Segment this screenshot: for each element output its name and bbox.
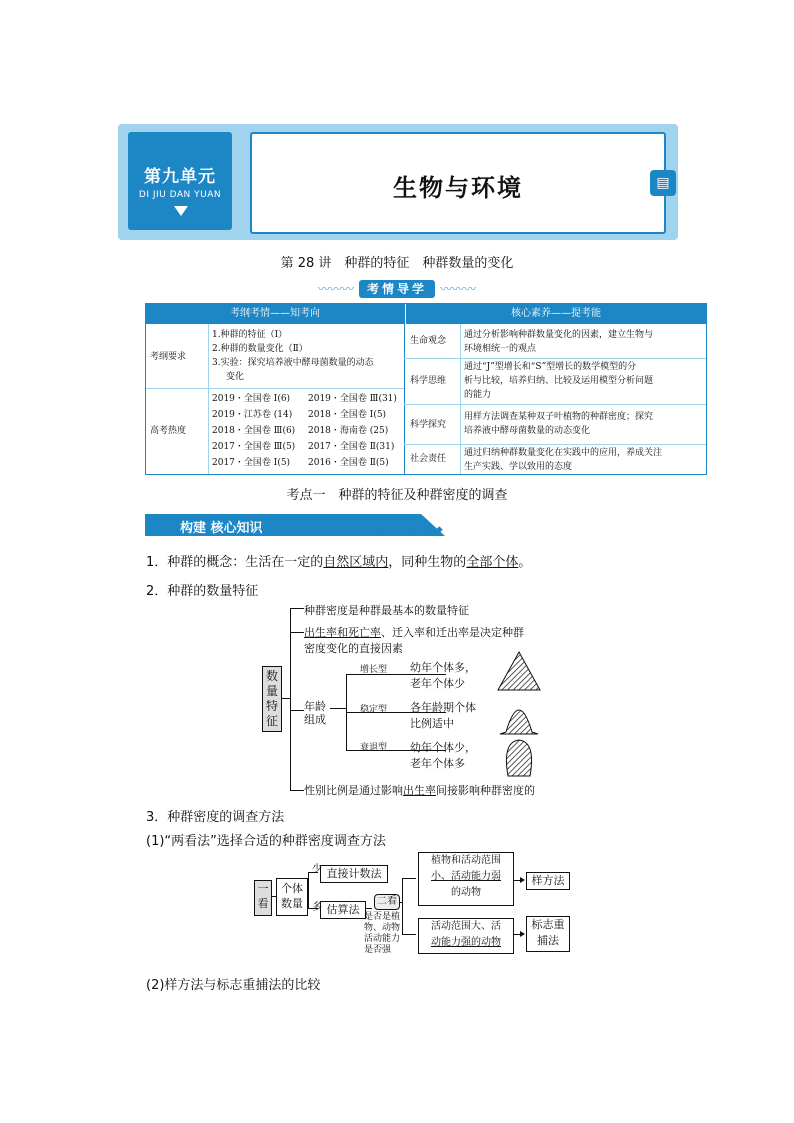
direct-count-label: 直接计数法 xyxy=(326,867,382,880)
count-label: 个体数量 xyxy=(281,882,303,910)
text: 活动能力 xyxy=(364,934,401,944)
heat-cell: 2017・全国卷 Ⅲ(5) xyxy=(212,442,296,452)
many-label: 多 xyxy=(312,902,322,913)
literacy-text: 通过分析影响种群数量变化的因素，建立生物与 xyxy=(464,330,654,340)
paragraph-3-1: (1)“两看法”选择合适的种群密度调查方法 xyxy=(146,834,386,849)
sex-ratio-line xyxy=(304,782,535,798)
heat-label: 高考热度 xyxy=(150,426,187,436)
few-label: 少 xyxy=(312,864,322,875)
table-header-left: 考纲考情——知考向 xyxy=(146,304,404,324)
text: 比例适中 xyxy=(410,717,454,730)
unit-label: 第九单元 xyxy=(144,167,216,187)
heat-cell: 2018・全国卷 Ⅲ(6) xyxy=(212,426,296,436)
literacy-text: 通过“J”型增长和“S”型增长的数学模型的分 xyxy=(464,362,637,372)
literacy-label: 科学思维 xyxy=(410,376,447,386)
text: ，同种生物的 xyxy=(388,555,467,570)
quantity-features-diagram xyxy=(260,600,560,800)
literacy-label: 社会责任 xyxy=(410,454,447,464)
text: 幼年个体多， xyxy=(410,661,476,674)
text: 老年个体多 xyxy=(410,757,465,770)
first-look-box xyxy=(254,880,272,916)
type-desc xyxy=(410,700,476,732)
quadrat-label: 样方法 xyxy=(531,874,565,887)
exam-table xyxy=(145,303,707,475)
growth-pyramid-icon xyxy=(498,652,540,690)
literacy-label: 科学探究 xyxy=(410,420,447,430)
book-icon: ▤ xyxy=(650,170,676,196)
text: 植物和活动范围 xyxy=(431,855,501,866)
estimate-box xyxy=(320,901,366,919)
paragraph-2: 2．种群的数量特征 xyxy=(146,584,259,599)
age-pyramids xyxy=(496,650,542,780)
type-desc xyxy=(410,660,476,692)
arrow-right-icon xyxy=(520,877,525,883)
quadrat-box xyxy=(526,872,570,890)
req-line: 变化 xyxy=(226,372,245,382)
survey-method-diagram xyxy=(250,852,580,962)
req-line: 1.种群的特征（Ⅰ） xyxy=(212,330,288,340)
literacy-text: 析与比较，培养归纳、比较及运用模型分析问题 xyxy=(464,376,654,386)
second-look-box xyxy=(374,894,400,910)
age-structure-label: 年龄组成 xyxy=(304,700,326,726)
density-line: 种群密度是种群最基本的数量特征 xyxy=(304,604,469,617)
second-look-label: 二看 xyxy=(377,896,397,907)
req-label: 考纲要求 xyxy=(150,352,187,362)
birth-rate-line xyxy=(304,624,524,640)
mark-recapture-box xyxy=(526,916,570,952)
unit-title: 生物与环境 xyxy=(393,173,523,202)
text: 动能力强的动物 xyxy=(431,937,501,948)
animal-box xyxy=(418,918,514,954)
heat-cell: 2018・海南卷 (25) xyxy=(308,426,389,436)
paragraph-3: 3．种群密度的调查方法 xyxy=(146,810,285,825)
text: 小、活动能力弱 xyxy=(431,871,501,882)
lecture-title: 第 28 讲 种群的特征 种群数量的变化 xyxy=(280,256,514,271)
wave-right-icon: 〰〰〰 xyxy=(440,282,477,296)
literacy-text: 用样方法调查某种双子叶植物的种群密度；探究 xyxy=(464,412,654,422)
root-label: 数量特征 xyxy=(265,669,278,728)
text: 、迁入率和迁出率是决定种群 xyxy=(381,626,524,639)
pill-row xyxy=(0,278,794,297)
literacy-text: 通过归纳种群数量变化在实践中的应用，养成关注 xyxy=(464,448,663,458)
first-look-label: 一看 xyxy=(257,882,269,910)
literacy-text: 的能力 xyxy=(464,390,492,400)
pill-label: 考情导学 xyxy=(359,280,435,298)
text: 幼年个体少， xyxy=(410,741,476,754)
text: 性别比例是通过影响 xyxy=(304,784,403,797)
banner-title-box xyxy=(250,132,666,234)
heat-cell: 2019・全国卷 Ⅰ(6) xyxy=(212,394,291,404)
down-triangle-icon xyxy=(174,206,188,216)
type-name: 增长型 xyxy=(360,665,388,675)
text: 活动范围大、活 xyxy=(431,921,501,932)
req-line: 2.种群的数量变化（Ⅱ） xyxy=(212,344,308,354)
literacy-text: 生产实践、学以致用的态度 xyxy=(464,462,573,472)
arrow-right-icon xyxy=(520,931,525,937)
plant-box xyxy=(418,852,514,906)
unit-pinyin: DI JIU DAN YUAN xyxy=(138,190,222,200)
literacy-text: 环境相统一的观点 xyxy=(464,344,537,354)
heat-cell: 2017・全国卷 Ⅰ(5) xyxy=(212,458,291,468)
estimate-label: 估算法 xyxy=(326,903,360,916)
type-desc xyxy=(410,740,476,772)
underlined-text: 出生率和死亡率 xyxy=(304,626,381,639)
underlined-text: 自然区域内 xyxy=(323,555,389,570)
decline-pyramid-icon xyxy=(506,740,531,776)
literacy-text: 培养液中酵母菌数量的动态变化 xyxy=(464,426,591,436)
text: 是否强 xyxy=(364,945,392,955)
type-name: 稳定型 xyxy=(360,705,388,715)
paragraph-1 xyxy=(146,551,531,570)
root-box xyxy=(262,666,282,732)
heat-cell: 2017・全国卷 Ⅱ(31) xyxy=(308,442,395,452)
text: 捕法 xyxy=(537,934,559,947)
unit-badge xyxy=(128,132,232,230)
birth-rate-line-2: 密度变化的直接因素 xyxy=(304,642,403,655)
text: 老年个体少 xyxy=(410,677,465,690)
text: 各年龄期个体 xyxy=(410,701,476,714)
heat-cell: 2019・全国卷 Ⅲ(31) xyxy=(308,394,397,404)
table-header-right: 核心素养——提考能 xyxy=(406,304,706,324)
literacy-label: 生命观念 xyxy=(410,336,447,346)
text: 的动物 xyxy=(451,887,481,898)
text: 标志重 xyxy=(531,918,565,931)
req-line: 3.实验：探究培养液中酵母菌数量的动态 xyxy=(212,358,374,368)
count-box xyxy=(276,878,308,916)
heat-cell: 2018・全国卷 Ⅰ(5) xyxy=(308,410,387,420)
direct-count-box xyxy=(320,865,388,883)
text: 间接影响种群密度的 xyxy=(436,784,535,797)
text: 物、动物 xyxy=(364,923,401,933)
text: 是否是植 xyxy=(364,912,401,922)
paragraph-3-2: (2)样方法与标志重捕法的比较 xyxy=(146,978,321,993)
heading-text: 构建 核心知识 xyxy=(180,521,263,536)
underlined-text: 出生率 xyxy=(403,784,436,797)
text: 。 xyxy=(518,555,532,570)
stable-pyramid-icon xyxy=(500,710,538,734)
wave-left-icon: 〰〰〰 xyxy=(317,282,354,296)
heat-cell: 2016・全国卷 Ⅱ(5) xyxy=(308,458,389,468)
heading-subtitle: 研教材・重拾遗 ◆ xyxy=(370,525,443,535)
section-title: 考点一 种群的特征及种群密度的调查 xyxy=(286,488,508,503)
heat-cell: 2019・江苏卷 (14) xyxy=(212,410,293,420)
type-name: 衰退型 xyxy=(360,743,388,753)
criterion-text xyxy=(364,912,400,956)
text: 1．种群的概念：生活在一定的 xyxy=(146,555,324,570)
underlined-text: 全部个体 xyxy=(466,555,519,570)
